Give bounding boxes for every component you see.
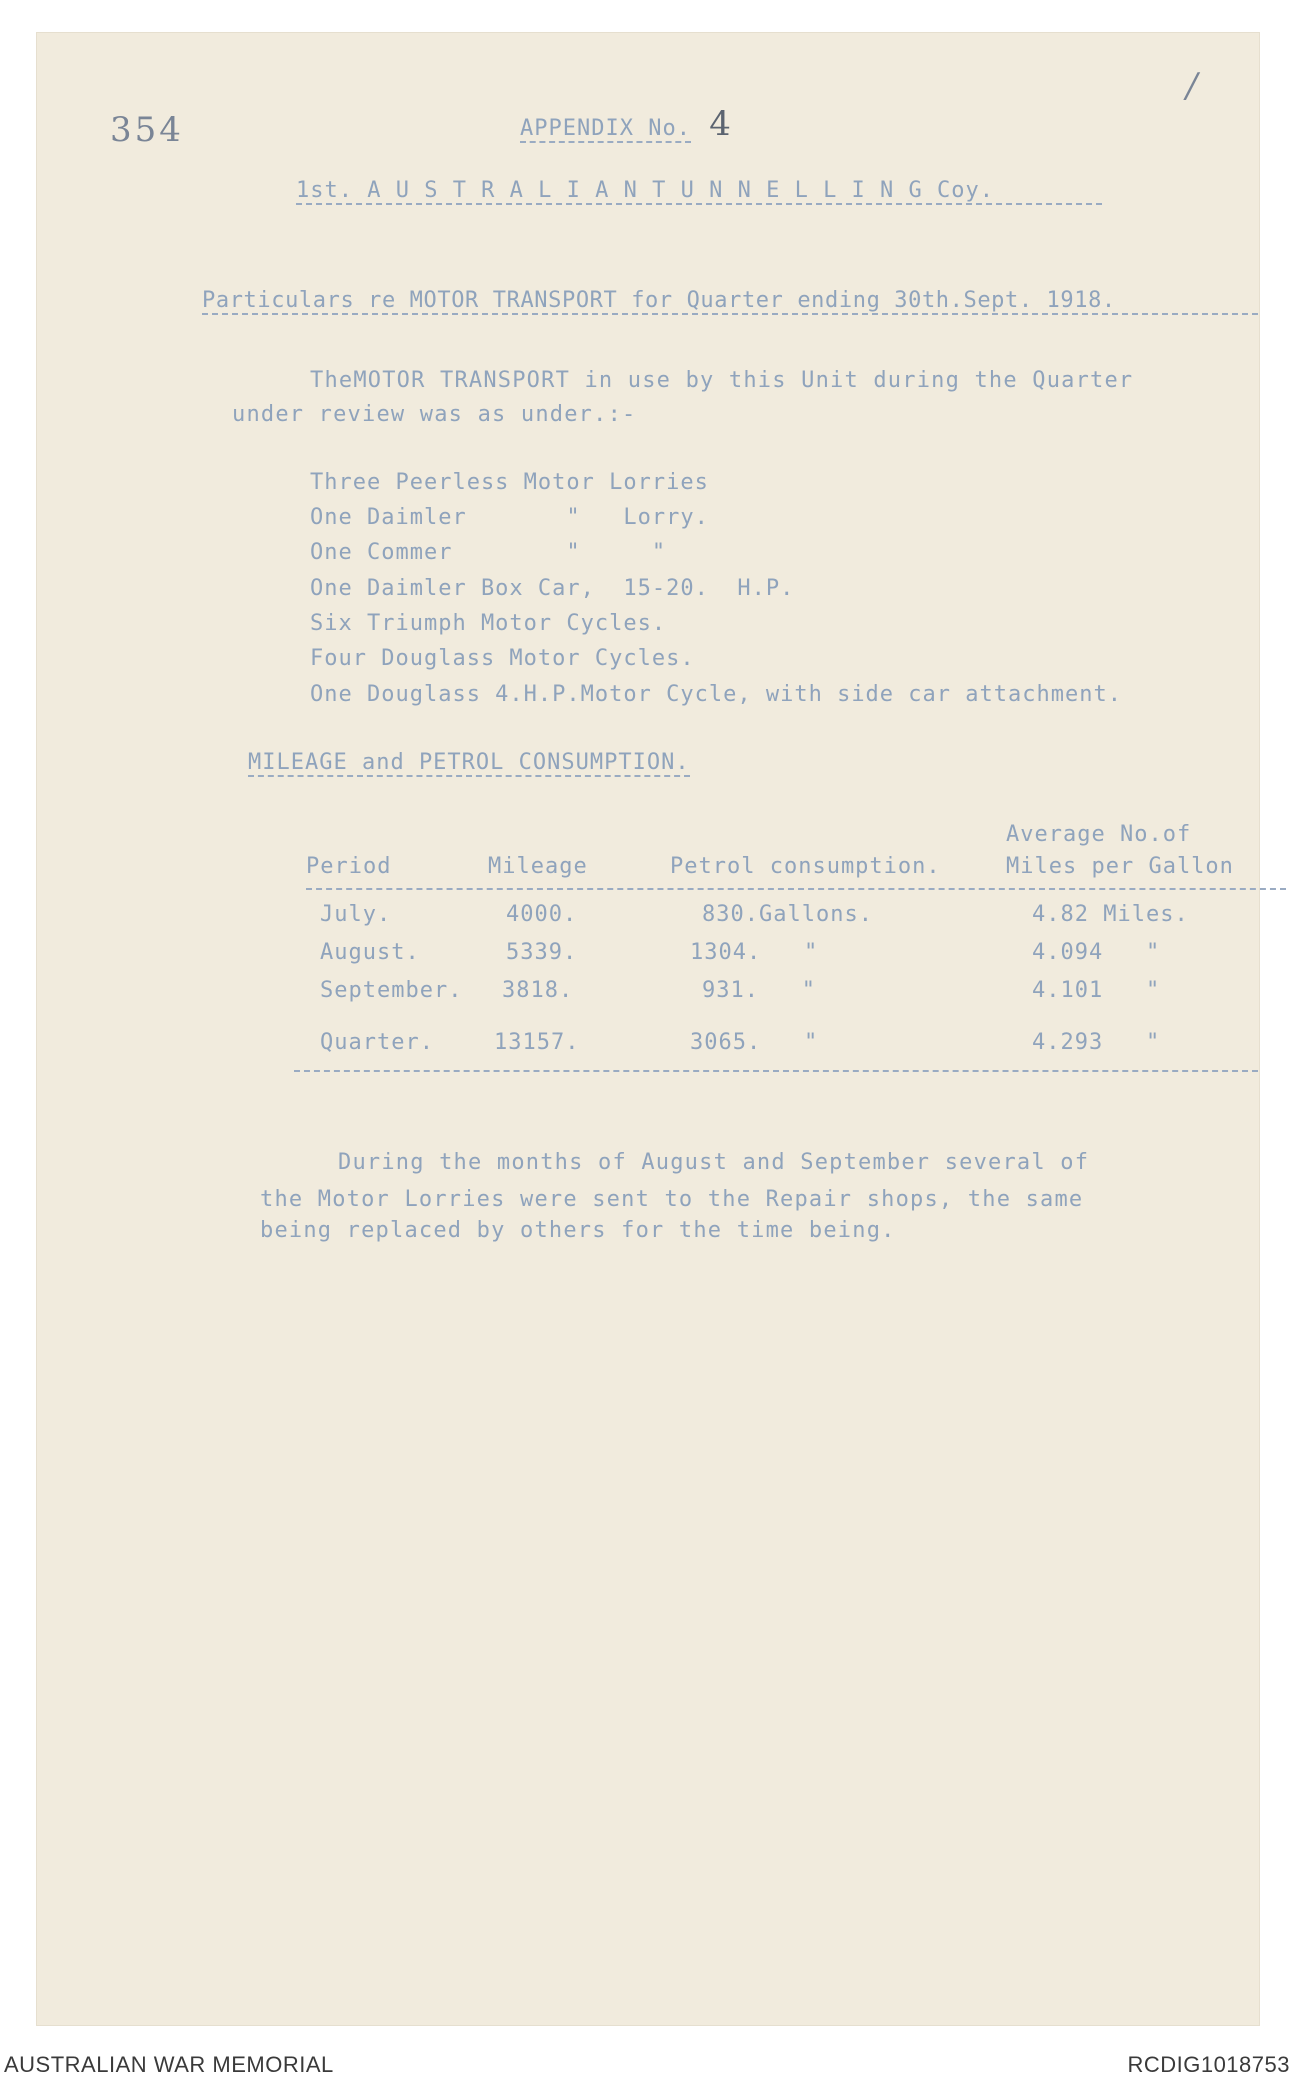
closing-line-2: the Motor Lorries were sent to the Repair shops, the same	[260, 1187, 1084, 1212]
cell-mileage: 13157.	[494, 1030, 580, 1055]
footer-left: AUSTRALIAN WAR MEMORIAL	[4, 2052, 334, 2077]
list-item: One Daimler Box Car, 15-20. H.P.	[310, 576, 795, 601]
cell-period: August.	[320, 940, 420, 965]
table-bottom-rule	[294, 1070, 1258, 1072]
table-row	[306, 902, 1286, 940]
appendix-heading	[520, 104, 732, 144]
cell-petrol: 1304. "	[690, 940, 819, 965]
list-item: Three Peerless Motor Lorries	[310, 470, 709, 495]
mileage-table	[306, 854, 1286, 1068]
closing-line-3: being replaced by others for the time being.	[260, 1218, 896, 1243]
header-mileage: Mileage	[488, 854, 588, 879]
header-period: Period	[306, 854, 392, 879]
cell-mileage: 5339.	[506, 940, 578, 965]
subject-heading: Particulars re MOTOR TRANSPORT for Quarter ending 30th.Sept. 1918.	[202, 288, 1258, 315]
cell-mpg: 4.293 "	[1032, 1030, 1161, 1055]
cell-mileage: 4000.	[506, 902, 578, 927]
corner-mark: /	[1186, 66, 1198, 106]
folio-number: 354	[110, 110, 184, 150]
unit-title: 1st. A U S T R A L I A N T U N N E L L I N G Coy.	[296, 178, 1102, 205]
intro-line-2: under review was as under.:-	[232, 402, 637, 427]
closing-line-1: During the months of August and September several of	[338, 1150, 1090, 1175]
section-heading: MILEAGE and PETROL CONSUMPTION.	[248, 750, 690, 775]
header-mpg: Miles per Gallon	[1006, 854, 1234, 879]
cell-petrol: 830.Gallons.	[702, 902, 873, 927]
list-item: Six Triumph Motor Cycles.	[310, 611, 667, 636]
footer-right: RCDIG1018753	[1127, 2052, 1290, 2077]
cell-petrol: 3065. "	[690, 1030, 819, 1055]
cell-mileage: 3818.	[502, 978, 574, 1003]
list-item: One Douglass 4.H.P.Motor Cycle, with side car attachment.	[310, 682, 1122, 707]
cell-period: September.	[320, 978, 463, 1003]
document-page	[36, 32, 1260, 2026]
cell-period: Quarter.	[320, 1030, 434, 1055]
table-row	[306, 940, 1286, 978]
cell-mpg: 4.094 "	[1032, 940, 1161, 965]
intro-line-1: TheMOTOR TRANSPORT in use by this Unit during the Quarter	[310, 368, 1134, 393]
list-item: One Commer " "	[310, 540, 667, 565]
table-header-row	[306, 854, 1286, 890]
cell-period: July.	[320, 902, 392, 927]
cell-mpg: 4.101 "	[1032, 978, 1161, 1003]
table-header-top: Average No.of	[1006, 822, 1192, 847]
table-row-total	[306, 1030, 1286, 1068]
cell-mpg: 4.82 Miles.	[1032, 902, 1189, 927]
appendix-label: APPENDIX No.	[520, 116, 691, 141]
table-row	[306, 978, 1286, 1016]
header-petrol: Petrol consumption.	[670, 854, 941, 879]
cell-petrol: 931. "	[702, 978, 816, 1003]
appendix-number: 4	[709, 104, 732, 144]
list-item: One Daimler " Lorry.	[310, 505, 709, 530]
list-item: Four Douglass Motor Cycles.	[310, 646, 695, 671]
